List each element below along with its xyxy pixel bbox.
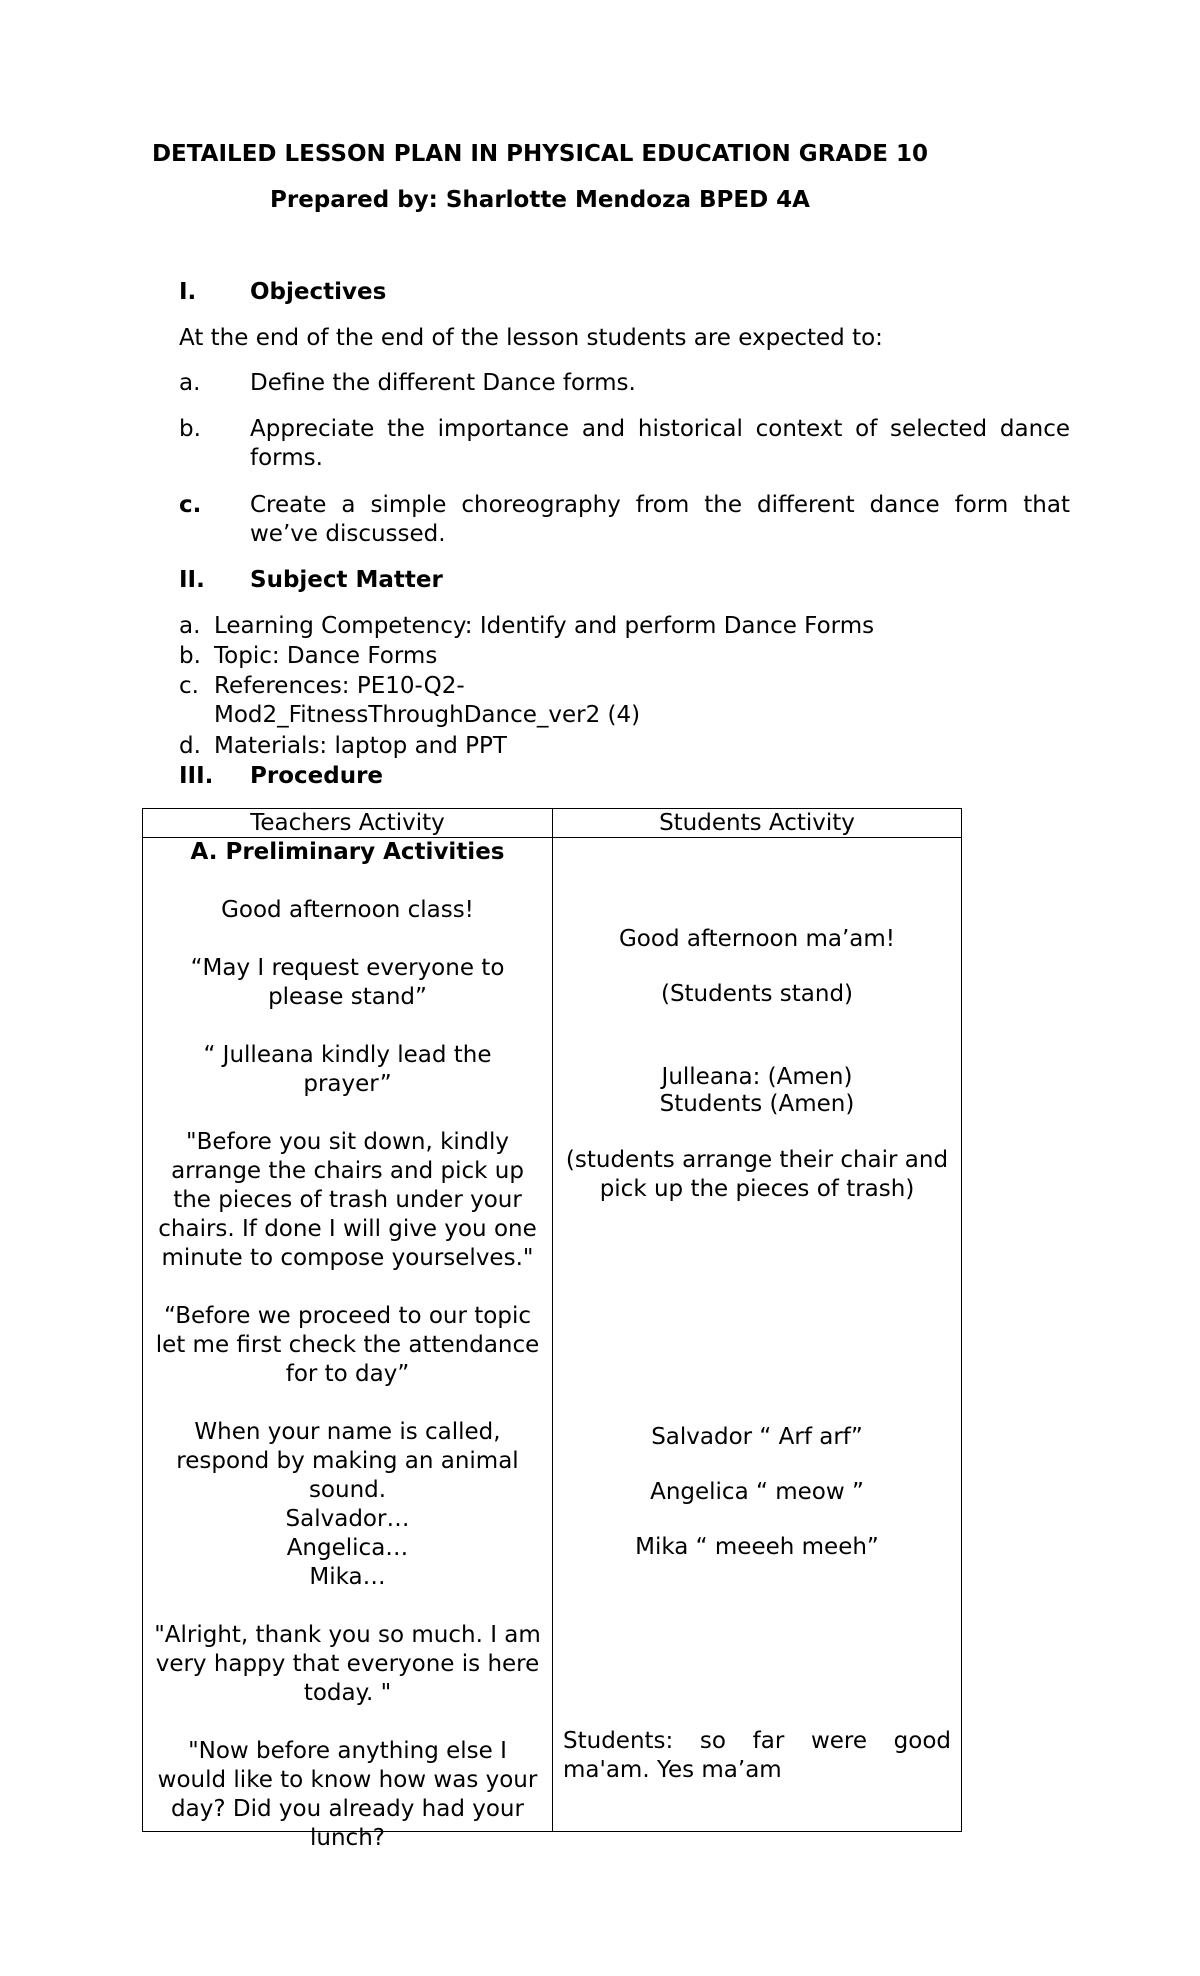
- subject-matter-item: [179, 672, 779, 730]
- teacher-line: "Before you sit down, kindly arrange the chairs and pick up the pieces of trash under your chairs. If done I will give you one minute to compose yourselves.": [158, 1129, 545, 1271]
- item-marker: a.: [179, 613, 201, 639]
- teacher-line: “ Julleana kindly lead the prayer”: [203, 1042, 499, 1097]
- student-line: Angelica “ meow ”: [650, 1479, 864, 1505]
- item-marker: b.: [179, 416, 201, 442]
- teacher-line: Angelica…: [286, 1535, 409, 1561]
- item-marker: b.: [179, 643, 201, 669]
- document-title: DETAILED LESSON PLAN IN PHYSICAL EDUCATION GRADE 10: [151, 141, 929, 167]
- student-line: (Students stand): [660, 981, 854, 1007]
- student-line: Mika “ meeeh meeh”: [635, 1534, 879, 1560]
- objective-item: [179, 415, 1070, 473]
- column-header-students: Students Activity: [553, 809, 962, 838]
- section-label: Objectives: [250, 279, 387, 305]
- table-row: [143, 838, 962, 1832]
- teacher-activity-cell: [143, 838, 553, 1851]
- item-marker: d.: [179, 733, 201, 759]
- section-label: Subject Matter: [250, 567, 443, 593]
- section-number: I.: [179, 279, 197, 305]
- student-line: (students arrange their chair and pick up the pieces of trash): [565, 1147, 949, 1202]
- item-text: Appreciate the importance and historical context of selected dance forms.: [250, 416, 1070, 471]
- procedure-table: [142, 808, 962, 1851]
- teacher-line: Salvador…: [285, 1506, 410, 1532]
- item-marker: a.: [179, 370, 201, 396]
- item-text: References: PE10-Q2-Mod2_FitnessThroughDance_ver2 (4): [214, 673, 641, 728]
- table-header-row: [143, 809, 962, 838]
- item-marker: c.: [179, 492, 202, 518]
- student-line: Salvador “ Arf arf”: [651, 1424, 863, 1450]
- subject-matter-item: [179, 732, 1070, 761]
- subject-matter-item: [179, 612, 1070, 641]
- objective-item: [179, 369, 1070, 398]
- teacher-line: "Now before anything else I would like to know how was your day? Did you already had your lunch?: [157, 1738, 545, 1851]
- item-text: Learning Competency: Identify and perform Dance Forms: [214, 613, 875, 639]
- student-line: Julleana: (Amen): [661, 1064, 853, 1090]
- teacher-line: "Alright, thank you so much. I am very happy that everyone is here today. ": [154, 1622, 549, 1706]
- prepared-by: Prepared by: Sharlotte Mendoza BPED 4A: [270, 187, 810, 213]
- teacher-line: “May I request everyone to please stand”: [190, 955, 512, 1010]
- item-text: Create a simple choreography from the different dance form that we’ve discussed.: [250, 492, 1070, 547]
- item-text: Define the different Dance forms.: [250, 370, 636, 396]
- objectives-intro: At the end of the end of the lesson students are expected to:: [179, 325, 883, 351]
- section-label: Procedure: [250, 763, 384, 789]
- objective-item: [179, 491, 1070, 549]
- item-text: Materials: laptop and PPT: [214, 733, 507, 759]
- column-header-teachers: Teachers Activity: [143, 809, 553, 838]
- teacher-line: When your name is called, respond by making an animal sound.: [176, 1419, 527, 1503]
- teacher-line: Mika…: [309, 1564, 386, 1590]
- teacher-line: Good afternoon class!: [221, 897, 474, 923]
- item-marker: c.: [179, 673, 199, 699]
- section-heading: A. Preliminary Activities: [190, 839, 505, 865]
- item-text: Topic: Dance Forms: [214, 643, 438, 669]
- student-line: Good afternoon ma’am!: [618, 926, 896, 952]
- section-number: II.: [179, 567, 205, 593]
- student-activity-cell: [553, 838, 962, 1832]
- section-number: III.: [179, 763, 214, 789]
- student-line: Students: so far were good ma'am. Yes ma’am: [563, 1728, 951, 1783]
- subject-matter-item: [179, 642, 1070, 671]
- student-line: Students (Amen): [659, 1091, 855, 1117]
- teacher-line: “Before we proceed to our topic let me first check the attendance for to day”: [155, 1303, 547, 1387]
